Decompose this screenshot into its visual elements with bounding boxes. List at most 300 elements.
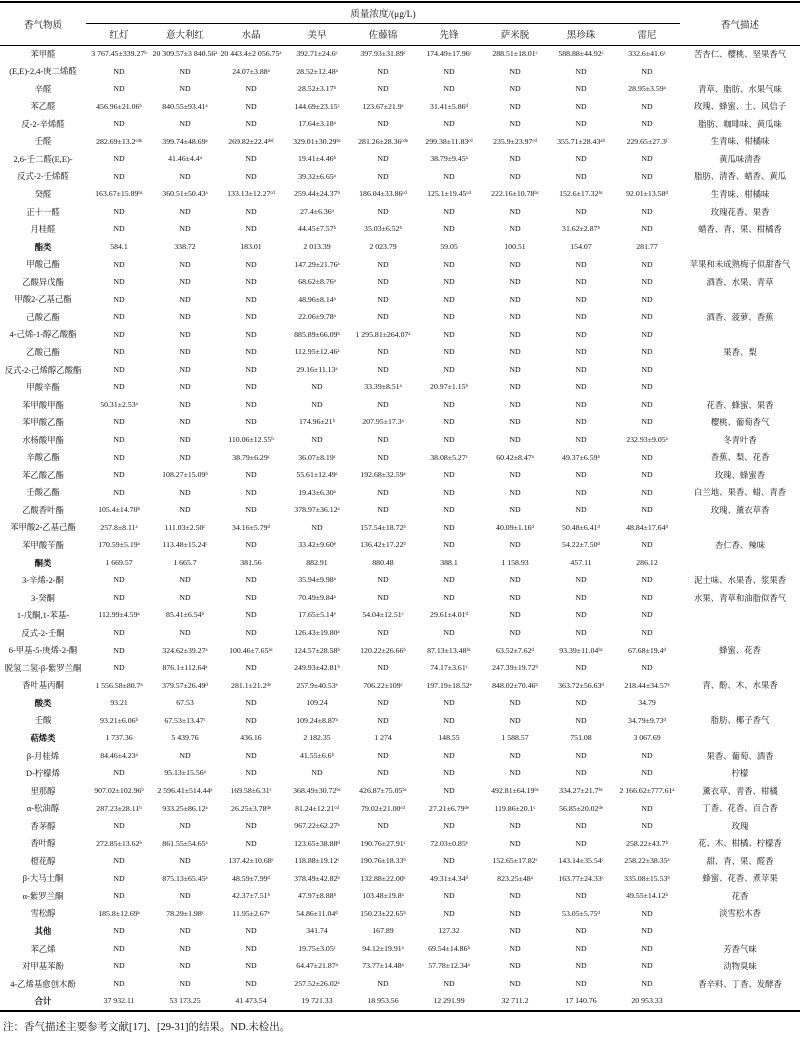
value-cell: ND [575, 399, 587, 409]
aroma-desc-cell: 冬青叶香 [723, 435, 757, 445]
value-cell: ND [575, 926, 587, 936]
value-cell: ND [179, 943, 191, 953]
value-cell: ND [575, 347, 587, 357]
aroma-desc-cell: 蜡香、青、果、柑橘香 [698, 225, 782, 235]
value-cell: 18 953.56 [367, 996, 399, 1006]
value-cell: ND [509, 119, 521, 129]
value-cell: ND [509, 505, 521, 515]
aroma-desc-cell: 脂肪、清香、蜡香、黄瓜 [693, 172, 787, 182]
value-cell: 190.76±18.33ᵇ [360, 856, 406, 866]
value-cell: ND [443, 364, 455, 374]
col-header-variety: 红灯 [109, 31, 129, 41]
value-cell: 47.97±8.88ᵇ [298, 891, 336, 901]
value-cell: ND [443, 891, 455, 901]
aroma-desc-cell: 玫瑰、薰衣草香 [710, 505, 770, 515]
value-cell: 823.25±48ᵃ [497, 873, 533, 883]
value-cell: 840.55±93.41ᵃ [162, 101, 208, 111]
value-cell: ND [179, 961, 191, 971]
value-cell: 907.02±102.96ᵇ [94, 785, 144, 795]
value-cell: 133.13±12.27ᶜᵈ [227, 189, 275, 199]
value-cell: ND [443, 505, 455, 515]
value-cell: ND [641, 768, 653, 778]
value-cell: 12 291.99 [433, 996, 465, 1006]
value-cell: ND [311, 399, 323, 409]
value-cell: ND [443, 417, 455, 427]
value-cell: 2 023.79 [369, 242, 397, 251]
table-row [0, 660, 800, 678]
aroma-desc-cell [680, 519, 800, 537]
value-cell: 334.27±21.7ᵇᶜ [559, 785, 603, 795]
value-cell: 28.52±3.17ᵇ [298, 84, 336, 94]
value-cell: ND [575, 698, 587, 708]
value-cell: 1 737.36 [105, 733, 133, 743]
aroma-desc-cell: 香辛料、丁香、发酵香 [698, 979, 782, 989]
value-cell: ND [179, 294, 191, 304]
value-cell: ND [245, 277, 257, 287]
value-cell: ND [575, 101, 587, 111]
value-cell: ND [179, 978, 191, 988]
value-cell: ND [179, 435, 191, 445]
table-body [0, 46, 800, 1011]
aroma-desc-cell [680, 361, 800, 379]
value-cell: ND [179, 417, 191, 427]
value-cell: 282.69±13.2ᶜᵈᵉ [96, 136, 142, 146]
value-cell: ND [443, 856, 455, 866]
value-cell: 170.59±5.19ᵃ [98, 540, 140, 550]
compound-name-cell: 香茅醇 [30, 821, 56, 831]
table-row [0, 853, 800, 871]
value-cell: ND [575, 84, 587, 94]
value-cell: ND [113, 417, 125, 427]
value-cell: ND [113, 943, 125, 953]
value-cell: ND [113, 329, 125, 339]
value-cell: ND [377, 259, 389, 269]
value-cell: 137.42±10.68ᶜ [228, 856, 274, 866]
value-cell: 72.03±0.85ᵉ [430, 838, 468, 848]
aroma-desc-cell: 泥土味、水果香、浆果香 [693, 576, 787, 586]
aroma-desc-cell [680, 291, 800, 309]
value-cell: ND [641, 821, 653, 831]
value-cell: ND [641, 452, 653, 462]
value-cell: ND [443, 435, 455, 445]
value-cell: ND [641, 978, 653, 988]
value-cell: ND [245, 838, 257, 848]
col-header-variety: 水晶 [241, 31, 261, 41]
table-row [0, 344, 800, 362]
value-cell: ND [509, 259, 521, 269]
value-cell: ND [575, 610, 587, 620]
value-cell: ND [443, 908, 455, 918]
value-cell: ND [179, 856, 191, 866]
value-cell: ND [641, 312, 653, 322]
value-cell: 28.95±3.59ᵃ [628, 84, 666, 94]
aroma-desc-cell: 甜、青、果、醛香 [706, 856, 774, 866]
table-row [0, 449, 800, 467]
value-cell: ND [179, 399, 191, 409]
value-cell: ND [377, 487, 389, 497]
value-cell: ND [377, 206, 389, 216]
value-cell: ND [311, 435, 323, 445]
value-cell: 28.52±12.48ᵃ [296, 66, 338, 76]
value-cell: ND [113, 66, 125, 76]
compound-name-cell: 3-癸酮 [31, 593, 55, 603]
table-row [0, 274, 800, 292]
value-cell: 20 309.57±3 840.56ᵃ [152, 46, 218, 64]
col-header-variety: 先锋 [439, 31, 459, 41]
value-cell: 27.4±6.36ᵃ [300, 206, 334, 216]
value-cell: 56.85±20.02ᵈᵉ [559, 803, 603, 813]
compound-name-cell: α-紫罗兰酮 [22, 891, 64, 901]
value-cell: ND [509, 277, 521, 287]
value-cell: 38.79±6.29ᶜ [232, 452, 270, 462]
value-cell: 67.68±19.4ᵈ [628, 645, 666, 655]
compound-name-cell: 壬酸乙酯 [26, 488, 60, 498]
value-cell: 861.55±54.65ᵃ [162, 838, 208, 848]
table-row [0, 677, 800, 695]
value-cell: 126.43±19.80ᵃ [294, 628, 340, 638]
compound-name-cell: 反式-2-壬烯醛 [17, 172, 69, 182]
value-cell: ND [377, 294, 389, 304]
value-cell: 338.72 [174, 242, 196, 251]
value-cell: ND [443, 259, 455, 269]
value-cell: ND [113, 768, 125, 778]
value-cell: 456.96±21.06ᵇ [96, 101, 142, 111]
aroma-desc-cell: 果香、梨 [723, 347, 757, 357]
value-cell: 123.67±21.9ᶜ [362, 101, 404, 111]
compound-name-cell: 橙花醇 [30, 856, 56, 866]
value-cell: ND [245, 417, 257, 427]
value-cell: 235.9±23.97ᶜᵈ [493, 136, 537, 146]
value-cell: 35.03±6.52ᵇ [364, 224, 402, 234]
value-cell: ND [509, 908, 521, 918]
value-cell: 19.75±3.05ᶜ [298, 943, 336, 953]
value-cell: 112.95±12.46ᵃ [294, 347, 340, 357]
compound-name-cell: 4-乙烯基愈创木酚 [10, 979, 76, 989]
value-cell: 174.96±21ᵇ [299, 417, 335, 427]
value-cell: ND [179, 891, 191, 901]
table-row [0, 800, 800, 818]
table-row [0, 81, 800, 99]
value-cell: ND [443, 785, 455, 795]
value-cell: 64.47±21.87ᵃ [296, 961, 338, 971]
value-cell: 876.1±112.64ᵃ [162, 663, 208, 673]
value-cell: 299.38±11.83ᶜᵈ [425, 136, 473, 146]
compound-name-cell: 酯类 [34, 242, 52, 252]
value-cell: ND [509, 66, 521, 76]
value-cell: 5 439.76 [171, 733, 199, 743]
value-cell: 218.44±34.57ᵉ [624, 680, 670, 690]
value-cell: ND [509, 926, 521, 936]
compound-name-cell: D-柠檬烯 [26, 769, 60, 779]
value-cell: 26.25±3.78ᵈᵉ [231, 803, 271, 813]
value-cell: 50.31±2.53ᵃ [100, 399, 138, 409]
value-cell: ND [509, 891, 521, 901]
value-cell: ND [443, 206, 455, 216]
value-cell: ND [509, 101, 521, 111]
value-cell: 22.06±9.78ᵃ [298, 312, 336, 322]
table-row [0, 747, 800, 765]
value-cell: ND [377, 154, 389, 164]
value-cell: ND [641, 487, 653, 497]
value-cell: ND [113, 575, 125, 585]
compound-name-cell: 苯乙酸乙酯 [22, 470, 64, 480]
aroma-desc-cell [680, 695, 800, 713]
table-row [0, 905, 800, 923]
aroma-desc-cell [680, 554, 800, 572]
value-cell: 79.02±21.00ᶜᵈ [361, 803, 405, 813]
value-cell: 3 067.69 [633, 733, 661, 743]
table-row [0, 379, 800, 397]
value-cell: ND [509, 84, 521, 94]
value-cell: ND [509, 399, 521, 409]
aroma-desc-cell: 柠檬 [731, 769, 749, 779]
value-cell: 41.46±4.4ᵃ [168, 154, 202, 164]
value-cell: ND [245, 329, 257, 339]
value-cell: ND [179, 277, 191, 287]
value-cell: 100.51 [504, 242, 526, 251]
value-cell: ND [113, 645, 125, 655]
value-cell: ND [509, 592, 521, 602]
value-cell: 1 158.93 [501, 557, 529, 567]
compound-name-cell: 6-甲基-5-庚烯-2-酮 [8, 646, 78, 656]
value-cell: ND [509, 417, 521, 427]
value-cell: 67.53 [176, 698, 194, 708]
compound-name-cell: 癸醛 [34, 190, 52, 200]
value-cell: ND [377, 628, 389, 638]
value-cell: ND [377, 592, 389, 602]
value-cell: ND [509, 698, 521, 708]
value-cell: 53.05±5.75ᵈ [562, 908, 600, 918]
value-cell: 38.79±9.45ᵃ [430, 154, 468, 164]
value-cell: 183.01 [240, 242, 262, 251]
value-cell: ND [377, 66, 389, 76]
table-row [0, 642, 800, 660]
value-cell: 258.22±38.35ᵃ [624, 856, 670, 866]
value-cell: 119.86±20.1ᶜ [494, 803, 536, 813]
value-cell: 103.48±19.8ᵃ [362, 891, 404, 901]
value-cell: ND [509, 382, 521, 392]
table-header [0, 2, 800, 46]
value-cell: ND [245, 347, 257, 357]
value-cell: 706.22±109ᶜ [363, 680, 403, 690]
value-cell: ND [509, 154, 521, 164]
value-cell: 3 767.45±339.27ᵇ [86, 46, 152, 64]
table-row [0, 133, 800, 151]
value-cell: ND [641, 926, 653, 936]
value-cell: ND [311, 382, 323, 392]
value-cell: ND [245, 575, 257, 585]
value-cell: ND [443, 487, 455, 497]
value-cell: 48.84±17.64ᵈ [626, 522, 668, 532]
value-cell: 169.58±6.31ᶜ [230, 785, 272, 795]
value-cell: ND [509, 750, 521, 760]
value-cell: ND [509, 943, 521, 953]
value-cell: ND [575, 715, 587, 725]
table-row [0, 309, 800, 327]
value-cell: 136.42±17.22ᵇ [360, 540, 406, 550]
value-cell: 882.91 [306, 557, 328, 567]
table-row [0, 607, 800, 625]
value-cell: 1 669.57 [105, 557, 133, 567]
value-cell: ND [641, 540, 653, 550]
aroma-desc-cell [680, 326, 800, 344]
value-cell: ND [113, 347, 125, 357]
value-cell: ND [179, 505, 191, 515]
value-cell: 125.1±19.45ᶜᵈ [427, 189, 471, 199]
value-cell: ND [113, 206, 125, 216]
value-cell: ND [245, 715, 257, 725]
value-cell: 368.49±30.72ᵇᶜ [293, 785, 341, 795]
table-row [0, 467, 800, 485]
value-cell: ND [443, 540, 455, 550]
value-cell: 94.12±19.91ᵃ [362, 943, 404, 953]
value-cell: ND [245, 698, 257, 708]
value-cell: ND [575, 206, 587, 216]
value-cell: 24.07±3.88ᵃ [232, 66, 270, 76]
value-cell: 192.68±32.59ᵃ [360, 470, 406, 480]
value-cell: 288.51±18.01ᶜ [482, 46, 548, 64]
value-cell: ND [245, 610, 257, 620]
compound-name-cell: 1-戊酮,1-苯基- [16, 611, 70, 621]
col-header-substance: 香气物质 [23, 21, 62, 31]
value-cell: 185.8±12.69ᵃ [98, 908, 140, 918]
compound-name-cell: 其他 [34, 927, 52, 936]
aroma-desc-cell [680, 239, 800, 257]
value-cell: 163.67±15.89ᵇᶜ [95, 189, 143, 199]
value-cell: 247.39±19.72ᵇ [492, 663, 538, 673]
table-row [0, 186, 800, 204]
compound-name-cell: 壬醛 [34, 137, 52, 147]
value-cell: ND [377, 505, 389, 515]
value-cell: 87.13±13.48ᵇᶜ [427, 645, 471, 655]
aroma-desc-cell: 脂肪、咖啡味、黄瓜味 [698, 119, 782, 129]
value-cell: 85.41±6.54ᵇ [166, 610, 204, 620]
aroma-desc-cell: 杏仁香、辣味 [714, 540, 766, 550]
value-cell: ND [179, 382, 191, 392]
value-cell: ND [509, 329, 521, 339]
value-cell: 132.88±22.00ᶜ [360, 873, 406, 883]
value-cell: ND [245, 821, 257, 831]
compound-name-cell: (E,E)-2,4-庚二烯醛 [9, 67, 77, 77]
compound-name-cell: β-月桂烯 [26, 751, 60, 761]
value-cell: 379.57±26.49ᵈ [162, 680, 208, 690]
aroma-desc-cell: 花、木、柑橘、柠檬香 [698, 839, 782, 849]
compound-name-cell: 乙酸香叶酯 [22, 505, 64, 515]
value-cell: 120.22±26.66ᵇ [360, 645, 406, 655]
value-cell: 148.55 [438, 733, 460, 743]
compound-name-cell: 乙酸异戊酯 [22, 277, 64, 287]
value-cell: ND [575, 961, 587, 971]
value-cell: 360.51±50.43ᵃ [162, 189, 208, 199]
value-cell: ND [245, 663, 257, 673]
aroma-desc-cell: 玫瑰、蜂蜜、土、风信子 [693, 102, 787, 112]
aroma-desc-cell: 淡雪松木香 [719, 909, 761, 919]
value-cell: 341.74 [306, 926, 328, 936]
value-cell: ND [443, 66, 455, 76]
value-cell: 163.77±24.33ᶜ [558, 873, 604, 883]
value-cell: 329.01±30.29ᵇᶜ [293, 136, 341, 146]
value-cell: ND [113, 224, 125, 234]
aroma-desc-cell: 蜂蜜、花香、煮苹果 [702, 874, 778, 884]
value-cell: ND [575, 838, 587, 848]
value-cell: 41 473.54 [235, 996, 267, 1006]
value-cell: ND [443, 628, 455, 638]
compound-name-cell: α-松油醇 [26, 804, 60, 814]
table-row [0, 765, 800, 783]
table-row [0, 396, 800, 414]
value-cell: 885.89±66.09ᵇ [294, 329, 340, 339]
value-cell: 38.08±5.27ᶜ [430, 452, 468, 462]
value-cell: ND [509, 487, 521, 497]
value-cell: ND [443, 698, 455, 708]
value-cell: ND [443, 715, 455, 725]
value-cell: ND [641, 66, 653, 76]
value-cell: 60.42±8.47ᵃ [496, 452, 534, 462]
value-cell: ND [377, 119, 389, 129]
value-cell: 81.24±12.21ᶜᵈ [295, 803, 339, 813]
value-cell: ND [575, 663, 587, 673]
value-cell: 42.37±7.51ᵇ [232, 891, 270, 901]
value-cell: ND [443, 277, 455, 287]
value-cell: ND [575, 364, 587, 374]
value-cell: ND [179, 487, 191, 497]
value-cell: 272.85±13.62ᵇ [96, 838, 142, 848]
value-cell: 436.16 [240, 733, 262, 743]
col-header-variety: 萨米脱 [500, 31, 530, 41]
value-cell: 108.27±15.09ᵇ [162, 470, 208, 480]
value-cell: ND [179, 171, 191, 181]
value-cell: ND [245, 470, 257, 480]
value-cell: 36.07±8.19ᶜ [298, 452, 336, 462]
table-row [0, 98, 800, 116]
value-cell: ND [575, 891, 587, 901]
value-cell: 35.94±9.98ᵃ [298, 575, 336, 585]
value-cell: 84.46±4.23ᵃ [100, 750, 138, 760]
value-cell: ND [245, 206, 257, 216]
value-cell: 34.16±5.79ᵈ [232, 522, 270, 532]
value-cell: 1 556.58±80.7ᵃ [95, 680, 143, 690]
value-cell: ND [509, 628, 521, 638]
value-cell: 207.95±17.3ᵃ [362, 417, 404, 427]
value-cell: ND [377, 399, 389, 409]
value-cell: ND [113, 891, 125, 901]
value-cell: ND [179, 224, 191, 234]
value-cell: ND [113, 663, 125, 673]
aroma-desc-cell [680, 625, 800, 643]
aroma-desc-cell: 酒香、水果、青草 [706, 277, 774, 287]
aroma-desc-cell [680, 660, 800, 678]
value-cell: 69.54±14.86ᵇ [428, 943, 470, 953]
value-cell: ND [575, 417, 587, 427]
compound-name-cell: 正十一醛 [26, 207, 60, 217]
category-row [0, 239, 800, 257]
value-cell: 1 274 [374, 733, 392, 743]
value-cell: ND [245, 259, 257, 269]
value-cell: 112.99±4.59ᵃ [98, 610, 140, 620]
value-cell: 167.89 [372, 926, 394, 936]
value-cell: 286.12 [636, 557, 658, 567]
col-header-variety: 美早 [307, 31, 327, 41]
col-header-variety: 雷尼 [637, 31, 657, 41]
value-cell: ND [245, 84, 257, 94]
value-cell: 152.6±17.32ᵇᶜ [559, 189, 603, 199]
value-cell: ND [509, 435, 521, 445]
compound-name-cell: β-大马士酮 [22, 874, 64, 884]
col-header-variety: 意大利红 [165, 31, 204, 41]
aroma-compound-table [0, 1, 800, 1012]
value-cell: ND [113, 312, 125, 322]
value-cell: ND [377, 768, 389, 778]
